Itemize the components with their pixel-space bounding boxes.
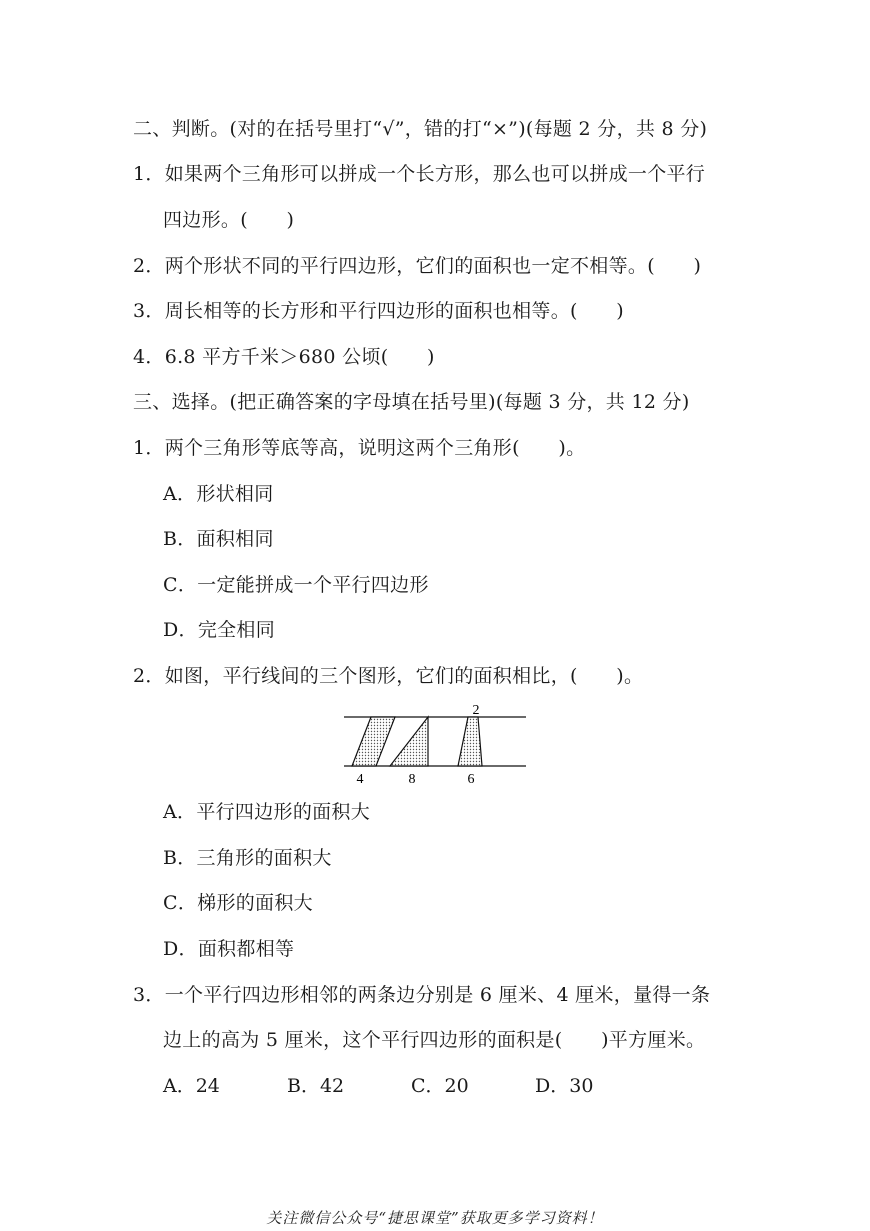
footer-notice: 关注微信公众号“捷思课堂”获取更多学习资料！ (266, 1209, 604, 1227)
trapezoid-shape (458, 717, 482, 766)
section3-heading: 三、选择。(把正确答案的字母填在括号里)(每题 3 分，共 12 分) (133, 391, 690, 413)
label-bottom-8: 8 (408, 772, 416, 787)
choice-q1-option-d: D．完全相同 (163, 619, 276, 641)
judge-q1-line2: 四边形。( ) (163, 209, 295, 231)
choice-q2-option-c: C．梯形的面积大 (163, 892, 313, 914)
choice-q2-option-b: B．三角形的面积大 (163, 847, 332, 869)
choice-q1-option-a: A．形状相同 (163, 483, 274, 505)
judge-q1-line1: 1．如果两个三角形可以拼成一个长方形，那么也可以拼成一个平行 (133, 163, 706, 185)
judge-q3: 3．周长相等的长方形和平行四边形的面积也相等。( ) (133, 300, 625, 322)
choice-q3-stem-line1: 3．一个平行四边形相邻的两条边分别是 6 厘米、4 厘米，量得一条 (133, 984, 711, 1006)
choice-q2-option-d: D．面积都相等 (163, 938, 295, 960)
section2-heading: 二、判断。(对的在括号里打“√”，错的打“×”)(每题 2 分，共 8 分) (133, 118, 708, 140)
triangle-shape (390, 717, 428, 766)
choice-q3-option-c: C．20 (411, 1075, 469, 1097)
choice-q3-option-a: A．24 (163, 1075, 220, 1097)
choice-q2-option-a: A．平行四边形的面积大 (163, 801, 371, 823)
choice-q3-option-d: D．30 (535, 1075, 594, 1097)
choice-q3-option-b: B．42 (287, 1075, 345, 1097)
choice-q3-stem-line2: 边上的高为 5 厘米，这个平行四边形的面积是( )平方厘米。 (163, 1029, 706, 1051)
judge-q4: 4．6.8 平方千米＞680 公顷( ) (133, 346, 435, 368)
label-bottom-4: 4 (356, 772, 364, 787)
label-top-2: 2 (472, 703, 480, 718)
label-bottom-6: 6 (467, 772, 475, 787)
choice-q1-stem: 1．两个三角形等底等高，说明这两个三角形( )。 (133, 437, 586, 459)
parallelogram-shape (352, 717, 395, 766)
choice-q2-stem: 2．如图，平行线间的三个图形，它们的面积相比，( )。 (133, 665, 644, 687)
choice-q1-option-b: B．面积相同 (163, 528, 274, 550)
judge-q2: 2．两个形状不同的平行四边形，它们的面积也一定不相等。( ) (133, 255, 702, 277)
choice-q1-option-c: C．一定能拼成一个平行四边形 (163, 574, 429, 596)
parallel-lines-figure (340, 700, 530, 788)
